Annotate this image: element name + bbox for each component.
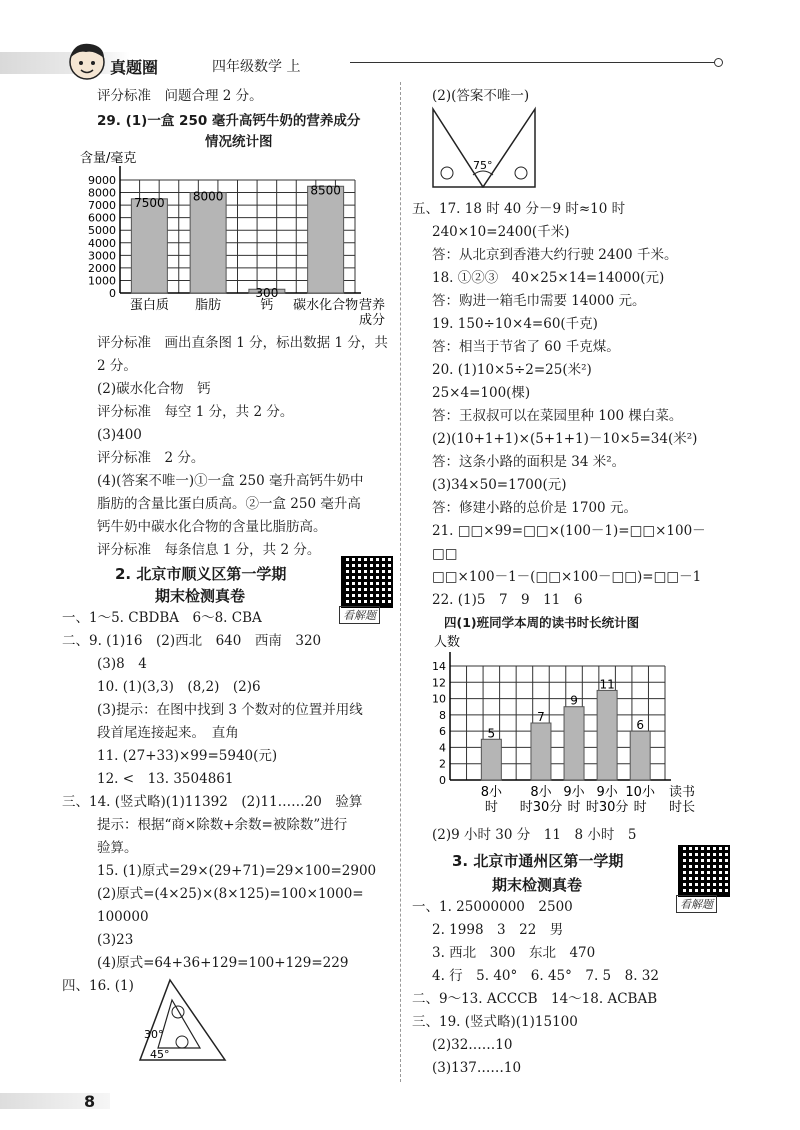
bar xyxy=(131,199,167,293)
y-tick-label: 14 xyxy=(432,660,446,673)
answer-line: 提示：根据“商×除数+余数=被除数”进行 xyxy=(97,817,348,833)
x-category-label: 时30分 xyxy=(585,800,629,815)
angle-label-75: 75° xyxy=(473,159,493,172)
bar xyxy=(564,707,584,780)
x-category-label: 8小 xyxy=(530,785,552,800)
answer-line: 答：相当于节省了 60 千克煤。 xyxy=(432,339,620,355)
angle-label-30: 30° xyxy=(144,1028,164,1041)
answer-line: 评分标准 每空 1 分，共 2 分。 xyxy=(97,404,294,420)
answer-line: (2)32……10 xyxy=(432,1037,513,1053)
answer-line: 评分标准 画出直条图 1 分，标出数据 1 分，共 xyxy=(97,335,388,351)
bar-value-label: 8500 xyxy=(310,183,341,198)
q29-title: 29. (1)一盒 250 毫升高钙牛奶的营养成分 xyxy=(97,113,361,129)
bar xyxy=(531,723,551,780)
mascot-icon xyxy=(64,38,110,82)
view-solution-link[interactable]: 看解题 xyxy=(339,606,380,624)
bar-value-label: 11 xyxy=(599,677,615,692)
q29-subtitle: 情况统计图 xyxy=(205,134,273,150)
x-category-label: 钙 xyxy=(260,298,274,313)
answer-line: 25×4=100(棵) xyxy=(432,385,531,401)
answer-line: 18. ①②③ 40×25×14=14000(元) xyxy=(432,270,665,286)
y-tick-label: 5000 xyxy=(88,224,116,238)
y-tick-label: 2 xyxy=(439,757,446,771)
bar xyxy=(481,739,501,780)
answer-line: 240×10=2400(千米) xyxy=(432,224,570,240)
answer-line: 答：从北京到香港大约行驶 2400 千米。 xyxy=(432,247,678,263)
bar xyxy=(630,731,650,780)
answer-line: 19. 150÷10×4=60(千克) xyxy=(432,316,598,332)
answer-line: 五、17. 18 时 40 分－9 时≈10 时 xyxy=(412,201,626,217)
answer-line: 2 分。 xyxy=(97,358,137,374)
x-axis-title: 时长 xyxy=(668,800,696,815)
y-tick-label: 7000 xyxy=(88,199,116,213)
answer-line: (2)9 小时 30 分 11 8 小时 5 xyxy=(432,827,637,843)
answer-line: □□×100－1－(□□×100－□□)=□□－1 xyxy=(432,569,702,585)
answer-line: 验算。 xyxy=(97,840,138,856)
answer-line: 钙牛奶中碳水化合物的含量比脂肪高。 xyxy=(97,519,327,535)
qr-code-icon[interactable] xyxy=(678,845,730,897)
brand-title: 真题圈 xyxy=(110,58,159,77)
answer-line: 评分标准 2 分。 xyxy=(97,450,205,466)
answer-line: (2)(答案不唯一) xyxy=(432,88,530,104)
answer-line: 答：这条小路的面积是 34 米²。 xyxy=(432,454,626,470)
answer-line: 21. □□×99=□□×(100－1)=□□×100－ xyxy=(432,523,706,539)
y-tick-label: 3000 xyxy=(88,249,116,263)
answer-line: (3)34×50=1700(元) xyxy=(432,477,567,493)
y-tick-label: 0 xyxy=(439,774,446,787)
y-tick-label: 9000 xyxy=(88,174,116,187)
scoring-note: 评分标准 问题合理 2 分。 xyxy=(97,88,263,104)
answer-line: 15. (1)原式=29×(29+71)=29×100=2900 xyxy=(97,863,377,879)
answer-line: 100000 xyxy=(97,909,149,925)
x-category-label: 8小 xyxy=(480,785,502,800)
answer-line: 2. 1998 3 22 男 xyxy=(432,922,564,938)
answer-line: 一、1. 25000000 2500 xyxy=(412,899,573,915)
answer-line: 评分标准 每条信息 1 分，共 2 分。 xyxy=(97,542,321,558)
bar-value-label: 8000 xyxy=(192,189,224,204)
x-category-label: 时 xyxy=(567,800,581,815)
set-squares-figure xyxy=(425,105,545,195)
answer-line: 22. (1)5 7 9 11 6 xyxy=(432,592,583,608)
reading-bar-chart xyxy=(420,632,710,822)
section-3-subtitle: 期末检测真卷 xyxy=(492,876,583,894)
bar-value-label: 300 xyxy=(255,286,279,301)
bar-value-label: 6 xyxy=(636,718,645,733)
bar xyxy=(597,690,617,780)
y-tick-label: 1000 xyxy=(88,274,116,288)
section-2-title: 2. 北京市顺义区第一学期 xyxy=(115,565,287,583)
set-square-figure xyxy=(130,970,240,1070)
answer-line: (3)400 xyxy=(97,427,142,443)
grade-label: 四年级数学 上 xyxy=(212,59,301,75)
bar xyxy=(308,186,344,293)
answer-line: 10. (1)(3,3) (8,2) (2)6 xyxy=(97,679,261,695)
x-category-label: 9小 xyxy=(563,785,585,800)
section-2-subtitle: 期末检测真卷 xyxy=(155,587,246,605)
x-axis-title: 成分 xyxy=(358,313,386,328)
answer-line: 11. (27+33)×99=5940(元) xyxy=(97,748,278,764)
y-tick-label: 8000 xyxy=(88,186,116,200)
nutrition-bar-chart xyxy=(80,150,400,330)
x-category-label: 9小 xyxy=(596,785,618,800)
answer-line: (3)提示：在图中找到 3 个数对的位置并用线 xyxy=(97,702,363,718)
answer-line: (2)原式=(4×25)×(8×125)=100×1000= xyxy=(97,886,364,902)
bar-value-label: 7500 xyxy=(134,195,165,210)
x-category-label: 碳水化合物 xyxy=(293,298,359,313)
answer-line: (4)(答案不唯一)①一盒 250 毫升高钙牛奶中 xyxy=(97,473,364,489)
answer-line: 20. (1)10×5÷2=25(米²) xyxy=(432,362,592,378)
y-tick-label: 6 xyxy=(439,725,446,739)
answer-line: (2)(10+1+1)×(5+1+1)－10×5=34(米²) xyxy=(432,431,698,447)
answer-line: 答：王叔叔可以在菜园里种 100 棵白菜。 xyxy=(432,408,683,424)
y-tick-label: 6000 xyxy=(88,211,116,225)
bar-value-label: 9 xyxy=(570,693,578,708)
bar-value-label: 7 xyxy=(537,710,545,724)
x-category-label: 蛋白质 xyxy=(129,298,169,313)
y-tick-label: 2000 xyxy=(88,261,116,275)
answer-line: 3. 西北 300 东北 470 xyxy=(432,945,596,961)
y-axis-title: 含量/毫克 xyxy=(80,151,137,166)
reading-chart-title: 四(1)班同学本周的读书时长统计图 xyxy=(444,615,640,630)
bar xyxy=(190,193,226,293)
answer-line: (2)碳水化合物 钙 xyxy=(97,381,211,397)
answer-line: (4)原式=64+36+129=100+129=229 xyxy=(97,955,349,971)
view-solution-link[interactable]: 看解题 xyxy=(676,895,717,913)
answer-line: 三、19. (竖式略)(1)15100 xyxy=(412,1014,578,1030)
y-tick-label: 4000 xyxy=(88,236,116,250)
column-divider xyxy=(400,82,401,1082)
answer-line: 脂肪的含量比蛋白质高。②一盒 250 毫升高 xyxy=(97,496,361,512)
y-tick-label: 4 xyxy=(439,741,446,755)
answer-line: 二、9. (1)16 (2)西北 640 西南 320 xyxy=(62,633,322,649)
header-rule xyxy=(350,62,715,63)
answer-line: 二、9～13. ACCCB 14～18. ACBAB xyxy=(412,991,658,1007)
x-category-label: 脂肪 xyxy=(195,298,222,313)
x-category-label: 时 xyxy=(484,800,498,815)
answer-line: 一、1～5. CBDBA 6～8. CBA xyxy=(62,610,262,626)
y-tick-label: 0 xyxy=(109,287,116,300)
qr-code-icon[interactable] xyxy=(341,556,393,608)
page-number: 8 xyxy=(84,1092,96,1111)
answer-line: 三、14. (竖式略)(1)11392 (2)11……20 验算 xyxy=(62,794,363,810)
answer-line: 答：购进一箱毛巾需要 14000 元。 xyxy=(432,293,646,309)
y-tick-label: 12 xyxy=(432,676,446,690)
bar-value-label: 5 xyxy=(487,726,496,741)
y-tick-label: 10 xyxy=(432,692,446,706)
answer-line: 四、16. (1) xyxy=(62,978,134,994)
angle-label-45: 45° xyxy=(150,1048,170,1061)
x-category-label: 时 xyxy=(633,800,647,815)
answer-line: 段首尾连接起来。 直角 xyxy=(97,725,239,741)
y-axis-title: 人数 xyxy=(434,635,461,650)
answer-line: 4. 行 5. 40° 6. 45° 7. 5 8. 32 xyxy=(432,968,659,984)
section-3-title: 3. 北京市通州区第一学期 xyxy=(452,852,624,870)
x-category-label: 10小 xyxy=(625,785,655,800)
x-axis-title: 读书 xyxy=(668,785,696,800)
answer-line: □□ xyxy=(432,546,458,562)
answer-line: 答：修建小路的总价是 1700 元。 xyxy=(432,500,637,516)
answer-line: (3)23 xyxy=(97,932,134,948)
header-dot xyxy=(714,58,723,67)
answer-line: (3)137……10 xyxy=(432,1060,522,1076)
answer-line: 12. < 13. 3504861 xyxy=(97,771,234,787)
answer-line: (3)8 4 xyxy=(97,656,147,672)
y-tick-label: 8 xyxy=(439,708,446,722)
x-axis-title: 营养 xyxy=(358,298,386,313)
x-category-label: 时30分 xyxy=(519,800,563,815)
